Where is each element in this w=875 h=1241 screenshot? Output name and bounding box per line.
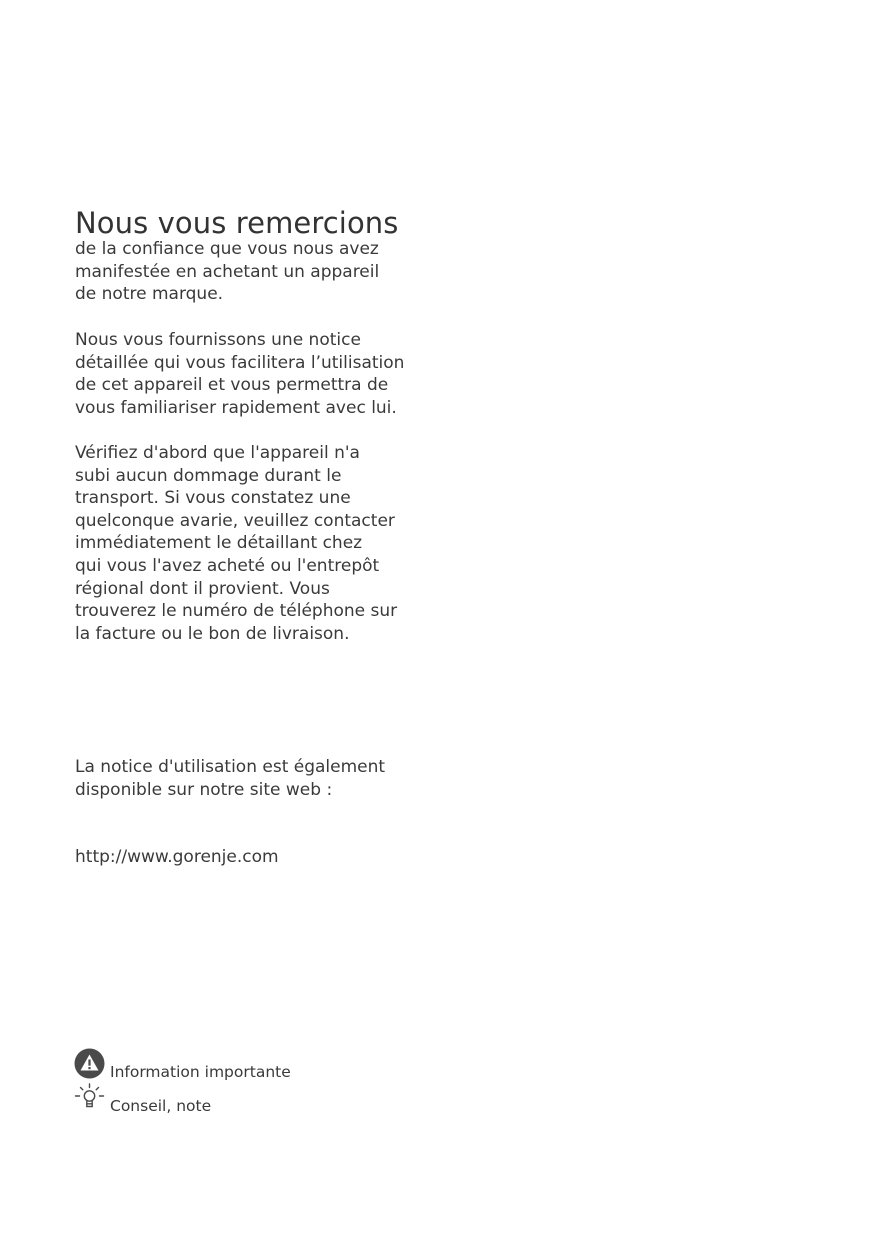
text-line: qui vous l'avez acheté ou l'entrepôt — [75, 555, 380, 576]
text-line: disponible sur notre site web : — [75, 779, 333, 800]
text-line: régional dont il provient. Vous — [75, 578, 330, 599]
legend-item-tip — [74, 1082, 211, 1113]
legend-item-important — [74, 1048, 291, 1079]
text-line: Vérifiez d'abord que l'appareil n'a — [75, 443, 360, 463]
text-line: la facture ou le bon de livraison. — [75, 623, 350, 644]
check-paragraph — [75, 442, 455, 645]
thanks-paragraph — [75, 238, 455, 306]
text-line: trouverez le numéro de téléphone sur — [75, 601, 398, 622]
lightbulb-icon — [74, 1082, 105, 1113]
page-title: Nous vous remercions — [75, 206, 399, 240]
text-line: quelconque avarie, veuillez contacter — [75, 510, 395, 531]
legend-label: Information importante — [110, 1062, 291, 1081]
text-line: de cet appareil et vous permettra de — [75, 375, 389, 396]
text-line: de notre marque. — [75, 284, 224, 305]
website-paragraph — [75, 756, 455, 801]
text-line: transport. Si vous constatez une — [75, 488, 351, 509]
text-line: vous familiariser rapidement avec lui. — [75, 397, 397, 418]
notice-paragraph — [75, 329, 455, 419]
text-line: immédiatement le détaillant chez — [75, 533, 363, 554]
warning-icon — [74, 1048, 105, 1079]
legend-label: Conseil, note — [110, 1096, 212, 1115]
text-line: La notice d'utilisation est également — [75, 757, 386, 777]
text-line: subi aucun dommage durant le — [75, 465, 342, 486]
website-link[interactable]: http://www.gorenje.com — [75, 847, 279, 867]
text-line: de la confiance que vous nous avez — [75, 239, 379, 259]
text-line: Nous vous fournissons une notice — [75, 330, 361, 350]
text-line: manifestée en achetant un appareil — [75, 261, 380, 282]
text-line: détaillée qui vous facilitera l’utilisation — [75, 352, 405, 373]
